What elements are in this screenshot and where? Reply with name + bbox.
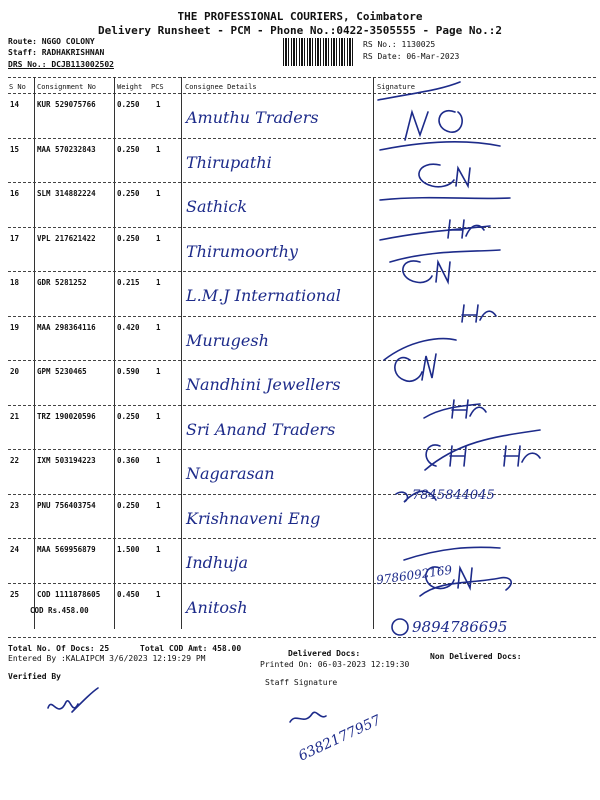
printed-on: Printed On: 06-03-2023 12:19:30 xyxy=(260,660,410,669)
row-sno: 19 xyxy=(10,322,20,332)
delivered-docs: Delivered Docs: xyxy=(288,649,361,658)
row-pcs: 1 xyxy=(156,189,161,198)
row-consignee: L.M.J International xyxy=(186,286,341,305)
row-consignment-no: MAA 298364116 xyxy=(37,322,96,332)
col-header-pcs: PCS xyxy=(151,83,164,91)
row-consignee: Nagarasan xyxy=(186,464,275,483)
company-title: THE PROFESSIONAL COURIERS, Coimbatore xyxy=(177,10,423,23)
signature-stroke xyxy=(436,262,450,282)
row-sno: 24 xyxy=(10,545,20,554)
row-weight: 0.250 xyxy=(117,144,140,154)
signature-stroke xyxy=(425,430,540,470)
row-consignee: Thirupathi xyxy=(186,152,272,172)
row-pcs: 1 xyxy=(156,500,161,510)
row-sno: 21 xyxy=(10,411,20,421)
col-header-consignee: Consignee Details xyxy=(185,83,257,91)
route-label: Route: NGGO COLONY xyxy=(8,37,95,46)
phone-handwritten: 7845844045 xyxy=(412,488,495,503)
signature-stroke xyxy=(452,400,486,418)
phone-handwritten: 9894786695 xyxy=(412,618,508,636)
row-consignee: Murugesh xyxy=(186,330,269,350)
row-sno: 23 xyxy=(10,500,20,510)
row-pcs: 1 xyxy=(156,322,161,332)
row-consignment-no: GPM 5230465 xyxy=(37,367,87,376)
signature-stroke xyxy=(392,619,408,635)
signature-stroke xyxy=(403,261,432,283)
row-weight: 0.250 xyxy=(117,100,140,109)
row-consignment-no: SLM 314882224 xyxy=(37,189,96,198)
row-pcs: 1 xyxy=(156,144,161,154)
signature-stroke xyxy=(419,164,454,187)
total-cod-amount: Total COD Amt: 458.00 xyxy=(140,644,242,653)
row-weight: 1.500 xyxy=(117,545,140,554)
staff-label: Staff: RADHAKRISHNAN xyxy=(8,48,105,57)
row-consignee: Krishnaveni Eng xyxy=(186,508,321,528)
row-weight: 0.250 xyxy=(117,233,140,243)
col-header-consignment: Consignment No xyxy=(37,83,97,91)
signature-stroke xyxy=(462,305,496,322)
signature-stroke xyxy=(405,112,428,140)
row-sno: 18 xyxy=(10,278,20,287)
footer-rule xyxy=(8,637,596,638)
row-consignee: Sri Anand Traders xyxy=(186,419,336,439)
phone-handwritten: 9786092169 xyxy=(375,562,453,588)
row-consignment-no: PNU 756403754 xyxy=(37,500,96,510)
row-weight: 0.450 xyxy=(117,589,140,599)
non-delivered-docs: Non Delivered Docs: xyxy=(430,652,522,661)
signature-stroke xyxy=(380,198,510,200)
col-header-weight: Weight xyxy=(117,83,143,91)
row-pcs: 1 xyxy=(156,233,161,243)
signature-stroke xyxy=(378,82,460,100)
verified-signature xyxy=(72,688,98,712)
row-consignee: Sathick xyxy=(186,197,248,216)
row-pcs: 1 xyxy=(156,278,161,287)
row-consignee: Anitosh xyxy=(186,597,248,617)
signature-stroke xyxy=(439,111,462,132)
row-consignment-no: TRZ 190020596 xyxy=(37,411,96,421)
row-weight: 0.360 xyxy=(117,456,140,465)
row-consignment-no: GDR 5281252 xyxy=(37,278,87,287)
row-pcs: 1 xyxy=(156,589,161,599)
row-consignment-no: MAA 570232843 xyxy=(37,144,96,154)
rs-date: RS Date: 06-Mar-2023 xyxy=(363,52,460,61)
signature-stroke xyxy=(456,168,470,186)
row-sno: 16 xyxy=(10,189,20,198)
row-weight: 0.420 xyxy=(117,322,140,332)
row-consignee: Indhuja xyxy=(186,553,248,572)
verified-by-label: Verified By xyxy=(8,672,61,681)
row-consignment-no: IXM 503194223 xyxy=(37,456,96,465)
row-sno: 20 xyxy=(10,367,20,376)
signature-stroke xyxy=(422,354,436,380)
row-sno: 15 xyxy=(10,144,20,154)
row-pcs: 1 xyxy=(156,456,161,465)
entered-by: Entered By :KALAIPCM 3/6/2023 12:19:29 PM xyxy=(8,654,206,663)
signature-stroke xyxy=(504,446,540,466)
row-sno: 14 xyxy=(10,100,20,109)
row-consignee: Thirumoorthy xyxy=(186,241,298,261)
row-consignee: Nandhini Jewellers xyxy=(186,375,341,394)
bottom-handwritten-number: 6382177957 xyxy=(296,712,384,765)
row-consignee: Amuthu Traders xyxy=(186,108,319,127)
signature-stroke xyxy=(458,568,472,588)
row-consignment-no: MAA 569956879 xyxy=(37,545,96,554)
col-header-signature: Signature xyxy=(377,83,415,91)
signature-stroke xyxy=(395,358,422,382)
row-pcs: 1 xyxy=(156,545,161,554)
row-weight: 0.250 xyxy=(117,189,140,198)
row-consignment-no: COD 1111878605 xyxy=(37,589,101,599)
row-pcs: 1 xyxy=(156,367,161,376)
signature-stroke xyxy=(384,339,456,360)
row-sno: 17 xyxy=(10,233,20,243)
row-weight: 0.250 xyxy=(117,411,140,421)
row-cod-note: COD Rs.458.00 xyxy=(30,605,89,615)
signature-stroke xyxy=(380,226,490,240)
rs-number: RS No.: 1130025 xyxy=(363,40,436,49)
runsheet-title: Delivery Runsheet - PCM - Phone No.:0422-3505555 - Page No.:2 xyxy=(98,24,502,37)
signature-stroke xyxy=(390,250,500,262)
verified-signature xyxy=(48,701,78,709)
drs-label: DRS No.: DCJB113002502 xyxy=(8,60,114,69)
row-consignment-no: KUR 529075766 xyxy=(37,100,96,109)
row-consignment-no: VPL 217621422 xyxy=(37,233,96,243)
row-weight: 0.215 xyxy=(117,278,140,287)
signature-stroke xyxy=(404,547,500,560)
row-sno: 22 xyxy=(10,456,20,465)
staff-signature-label: Staff Signature xyxy=(265,678,338,687)
row-pcs: 1 xyxy=(156,411,161,421)
total-docs: Total No. Of Docs: 25 xyxy=(8,644,110,653)
signature-stroke xyxy=(380,142,500,150)
row-weight: 0.590 xyxy=(117,367,140,376)
staff-signature xyxy=(290,712,326,722)
row-weight: 0.250 xyxy=(117,500,140,510)
col-header-sno: S No xyxy=(9,83,26,91)
row-pcs: 1 xyxy=(156,100,161,109)
row-sno: 25 xyxy=(10,589,20,599)
